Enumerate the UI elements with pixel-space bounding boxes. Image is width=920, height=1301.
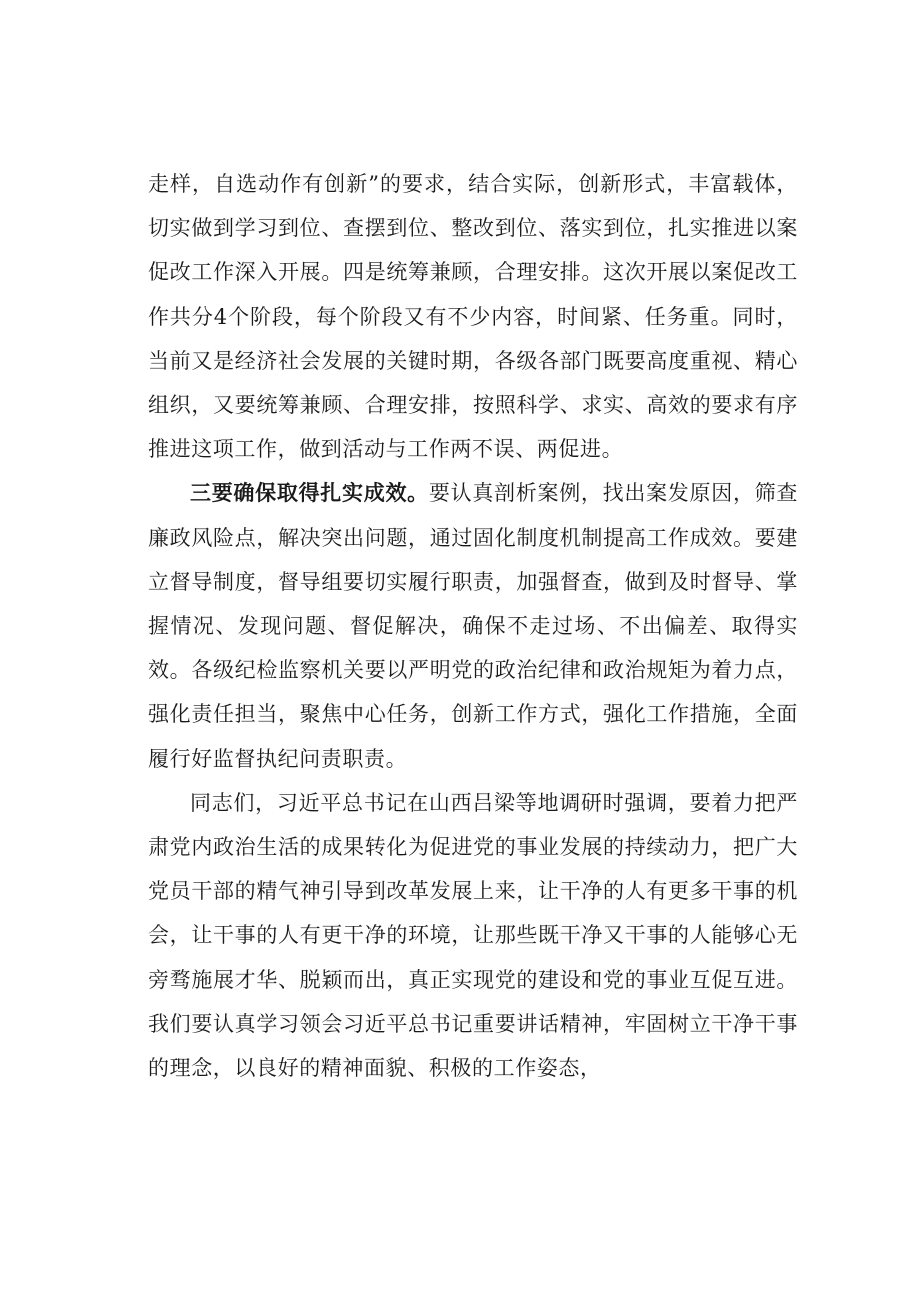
paragraph-text: 同志们，习近平总书记在山西吕梁等地调研时强调，要着力把严肃党内政治生活的成果转化为促进党的事业发展的持续动力，把广大党员干部的精气神引导到改革发展上来，让干净的人有更多干事的机会，让干事的人有更干净的环境，让那些既干净又干事的人能够心无旁骛施展才华、脱颖而出，真正实现党的建设和党的事业互促互进。我们要认真学习领会习近平总书记重要讲话精神，牢固树立干净干事的理念，以良好的精神面貌、积极的工作姿态，: [148, 790, 798, 1081]
paragraph-heading: 三要确保取得扎实成效。: [190, 480, 429, 506]
paragraph-text: 走样，自选动作有创新”的要求，结合实际，创新形式，丰富载体，切实做到学习到位、查摆到位、整改到位、落实到位，扎实推进以案促改工作深入开展。四是统筹兼顾，合理安排。这次开展以案促改工作共分4个阶段，每个阶段又有不少内容，时间紧、任务重。同时，当前又是经济社会发展的关键时期，各级各部门既要高度重视、精心组织，又要统筹兼顾、合理安排，按照科学、求实、高效的要求有序推进这项工作，做到活动与工作两不误、两促进。: [148, 172, 798, 462]
paragraph-text: 要认真剖析案例，找出案发原因，筛查廉政风险点，解决突出问题，通过固化制度机制提高工作成效。要建立督导制度，督导组要切实履行职责，加强督查，做到及时督导、掌握情况、发现问题、督促解决，确保不走过场、不出偏差、取得实效。各级纪检监察机关要以严明党的政治纪律和政治规矩为着力点，强化责任担当，聚焦中心任务，创新工作方式，强化工作措施，全面履行好监督执纪问责职责。: [148, 481, 798, 771]
document-body: [148, 162, 798, 1090]
paragraph-section-three: [148, 471, 798, 780]
paragraph-closing: [148, 781, 798, 1090]
paragraph-continuation: [148, 162, 798, 471]
